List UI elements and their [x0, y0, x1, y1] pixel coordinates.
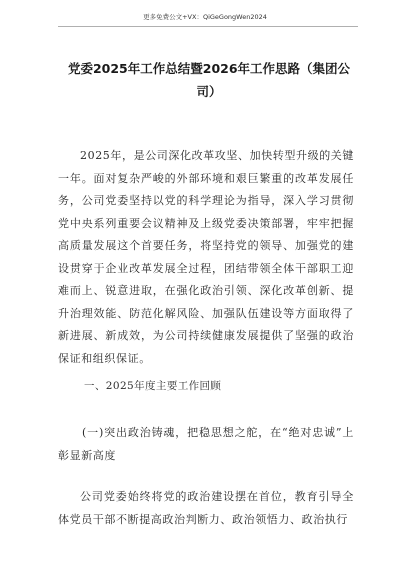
subsection-heading: (一)突出政治铸魂，把稳思想之舵，在“绝对忠诚”上彰显新高度 [58, 426, 354, 462]
header-note: 更多免费公文+VX：QiGeGongWen2024 [143, 13, 267, 21]
subsection-paragraph: 公司党委始终将党的政治建设摆在首位，教育引导全体党员干部不断提高政治判断力、政治领悟力、政治执行 [58, 490, 354, 526]
intro-paragraph: 2025年，是公司深化改革攻坚、加快转型升级的关键一年。面对复杂严峻的外部环境和艰巨繁重的改革发展任务，公司党委坚持以党的科学理论为指导，深入学习贯彻党中央系列重要会议精神及上级党委决策部署，牢牢把握高质量发展这个首要任务，将坚持党的领导、加强党的建设贯穿于企业改革发展全过程，团结带领全体干部职工迎难而上、锐意进取，在强化政治引领、深化改革创新、提升治理效能、防范化解风险、加强队伍建设等方面取得了新进展、新成效，为公司持续健康发展提供了坚强的政治保证和组织保证。 [58, 149, 354, 365]
section-heading: 一、2025年度主要工作回顾 [84, 380, 222, 392]
document-title: 党委2025年工作总结暨2026年工作思路（集团公司） [67, 61, 351, 99]
header-divider [58, 26, 358, 27]
